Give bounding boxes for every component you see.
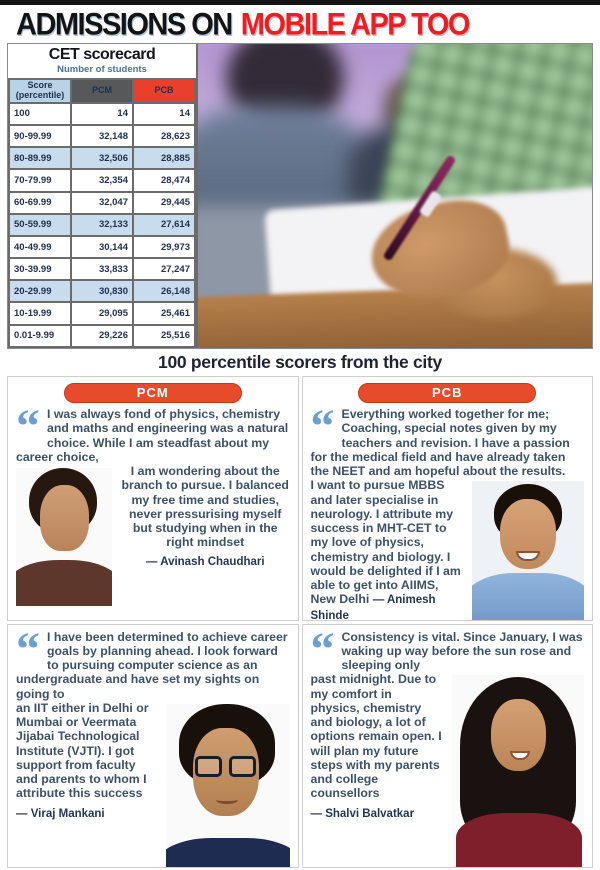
quote-card-shalvi (302, 624, 594, 869)
shirt-shape (16, 560, 112, 606)
cell-score: 30-39.99 (9, 258, 71, 280)
face-shape (40, 485, 89, 551)
table-row (9, 169, 195, 191)
cell-pcb: 27,247 (133, 258, 195, 280)
scorecard-title: CET scorecard (48, 46, 156, 63)
quote-text-1 (310, 623, 585, 676)
student-photo-viraj (166, 704, 290, 868)
page-top-rule (0, 0, 600, 5)
quote-segment: I have been determined to achieve career goals by planning ahead. I look forward to pursuing computer science as an undergraduate and have set my sights on going to (16, 629, 288, 701)
cell-pcm: 32,506 (71, 147, 133, 169)
cell-score: 50-59.99 (9, 214, 71, 236)
cell-pcb: 27,614 (133, 214, 195, 236)
lens-shape (195, 756, 222, 777)
quote-text-1 (16, 623, 290, 701)
lens-shape (229, 756, 256, 777)
cell-score: 20-29.99 (9, 280, 71, 302)
cell-pcm: 29,226 (71, 325, 133, 347)
quote-segment: Everything worked together for me; Coaching, special notes given by my teachers and revision. I have a passion for the medical field and have already taken the NEET and am hopeful about the results. (310, 407, 570, 478)
table-row (9, 302, 195, 324)
cell-pcb: 29,973 (133, 236, 195, 258)
table-row (9, 325, 195, 347)
table-row (9, 103, 195, 125)
table-row (9, 214, 195, 236)
cell-pcm: 32,047 (71, 192, 133, 214)
scorecard-subtitle: Number of students (57, 64, 147, 75)
table-row (9, 280, 195, 302)
headline-red: MOBILE APP TOO (240, 7, 469, 42)
cell-pcm: 30,144 (71, 236, 133, 258)
cell-pcm: 29,095 (71, 302, 133, 324)
table-row (9, 125, 195, 147)
cet-scorecard (8, 44, 198, 348)
quote-icon: “ (310, 400, 335, 453)
cell-pcb: 29,445 (133, 192, 195, 214)
table-row (9, 236, 195, 258)
table-row (9, 258, 195, 280)
scorecard-table (8, 78, 196, 348)
student-name: — Shalvi Balvatkar (310, 807, 415, 820)
shirt-shape (166, 838, 290, 868)
cell-score: 10-19.99 (9, 302, 71, 324)
student-photo-avinash (16, 468, 112, 606)
cell-score: 80-89.99 (9, 147, 71, 169)
scorecard-header-row (9, 79, 195, 103)
quote-text-1 (16, 400, 290, 464)
headline-black: ADMISSIONS ON (16, 7, 232, 42)
quote-segment: I am wondering about the branch to pursue. I balanced my free time and studies, never pressurising myself but studying when in the right mindset (121, 464, 289, 550)
student-name: — Animesh Shinde (310, 594, 436, 621)
quote-text-2 (311, 478, 585, 620)
cell-pcm: 14 (71, 103, 133, 125)
cell-pcm: 33,833 (71, 258, 133, 280)
table-row (9, 147, 195, 169)
top-block (7, 43, 593, 349)
cell-pcb: 28,885 (133, 147, 195, 169)
face-shape (491, 699, 546, 771)
cell-pcb: 14 (133, 103, 195, 125)
quote-card-viraj (7, 624, 299, 869)
cell-pcb: 25,516 (133, 325, 195, 347)
col-header-pcb: PCB (133, 79, 195, 103)
cell-score: 90-99.99 (9, 125, 71, 147)
pcb-badge: PCB (358, 383, 536, 403)
cell-pcb: 28,474 (133, 169, 195, 191)
cell-pcb: 26,148 (133, 280, 195, 302)
quote-cards (7, 376, 593, 868)
quote-segment: an IIT either in Delhi or Mumbai or Veermata Jijabai Technological Institute (VJTI). I got support from faculty and parents to whom I attribute this success (16, 700, 149, 801)
cell-score: 70-79.99 (9, 169, 71, 191)
col-header-pcm: PCM (71, 79, 133, 103)
headline (0, 7, 600, 43)
quote-icon: “ (16, 400, 40, 453)
cell-pcb: 25,461 (133, 302, 195, 324)
shirt-shape (472, 573, 584, 620)
student-photo-animesh (472, 481, 584, 620)
cell-score: 0.01-9.99 (9, 325, 71, 347)
cell-pcm: 32,354 (71, 169, 133, 191)
quote-segment: I want to pursue MBBS and later specialise in neurology. I attribute my success in MHT-CET to my love of physics, chemistry and biology. I would be delighted if I am able to get into AIIMS, New Delhi (310, 478, 461, 607)
student-name: — Avinash Chaudhari (145, 555, 265, 568)
cell-score: 40-49.99 (9, 236, 71, 258)
cell-pcm: 32,148 (71, 125, 133, 147)
col-header-score: Score (percentile) (9, 79, 71, 103)
exam-hall-photo (198, 44, 592, 348)
quote-text-1 (310, 400, 585, 478)
quote-card-pcm (7, 376, 299, 621)
quote-text-2 (311, 672, 585, 821)
cell-score: 60-69.99 (9, 192, 71, 214)
quote-icon: “ (310, 623, 335, 676)
quote-segment: past midnight. Due to my comfort in physics, chemistry and biology, a lot of options remain open. I will plan my future steps with my parents and college counsellors (310, 672, 442, 801)
section-heading: 100 percentile scorers from the city (158, 352, 442, 372)
cell-pcb: 28,623 (133, 125, 195, 147)
glasses-shape (195, 756, 256, 777)
quote-card-pcb (302, 376, 594, 621)
smile-shape (216, 796, 238, 804)
quote-segment: I was always fond of physics, chemistry and maths and engineering was a natural choice. While I am steadfast about my career choice, (16, 407, 289, 464)
quote-text-2 (16, 464, 290, 569)
cell-pcm: 32,133 (71, 214, 133, 236)
cell-pcm: 30,830 (71, 280, 133, 302)
quote-icon: “ (16, 623, 40, 676)
cell-score: 100 (9, 103, 71, 125)
student-name: — Viraj Mankani (16, 807, 105, 820)
student-photo-shalvi (452, 675, 584, 868)
quote-text-2 (16, 701, 290, 821)
table-row (9, 192, 195, 214)
pcm-badge: PCM (64, 383, 242, 403)
shirt-shape (456, 813, 582, 868)
quote-segment: Consistency is vital. Since January, I was waking up way before the sun rose and sleeping only (341, 629, 583, 672)
